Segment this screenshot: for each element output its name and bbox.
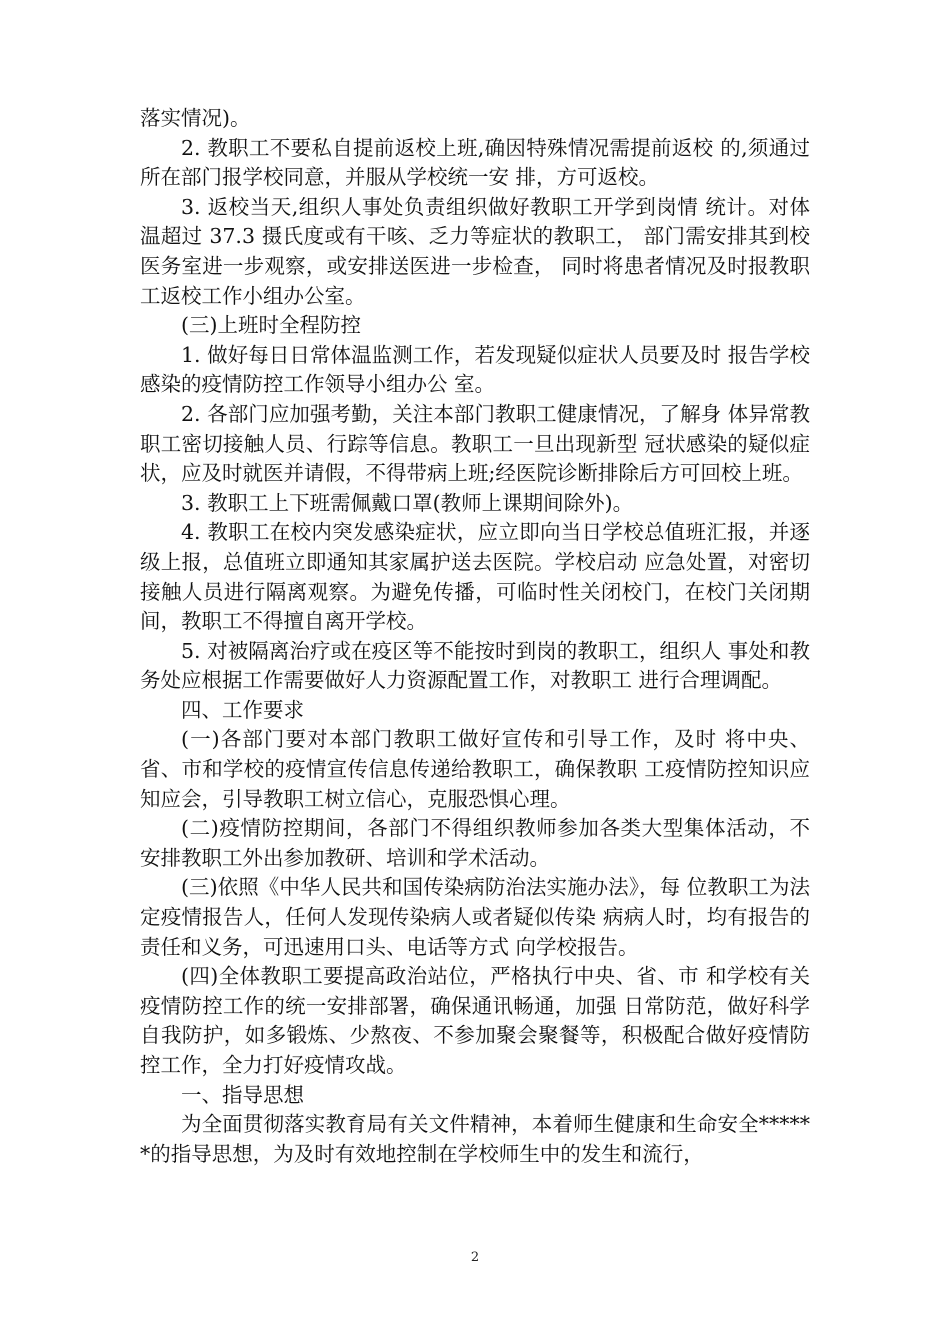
paragraph-item-2-return-early: 2. 教职工不要私自提前返校上班,确因特殊情况需提前返校 的,须通过所在部门报学校同意，并服从学校统一安 排，方可返校。 (140, 135, 810, 190)
paragraph-continuation: 落实情况)。 (140, 106, 251, 130)
section-heading-work-requirements: 四、工作要求 (181, 697, 304, 722)
paragraph-item-5-isolation: 5. 对被隔离治疗或在疫区等不能按时到岗的教职工，组织人 事处和教务处应根据工作需要做好人力资源配置工作，对教职工 进行合理调配。 (140, 638, 810, 693)
paragraph-guiding-thought: 为全面贯彻落实教育局有关文件精神，本着师生健康和生命安全******的指导思想，为及时有效地控制在学校师生中的发生和流行， (140, 1112, 810, 1166)
section-heading-guiding-thought: 一、指导思想 (181, 1082, 304, 1107)
document-body (140, 104, 810, 1169)
paragraph-item-3-return-day: 3. 返校当天,组织人事处负责组织做好教职工开学到岗情 统计。对体温超过 37.3 摄氏度或有干咳、乏力等症状的教职工， 部门需安排其到校医务室进一步观察，或安排送医进一步检查， 同时将患者情况及时报教职工返校工作小组办公室。 (140, 194, 810, 308)
paragraph-item-3-masks: 3. 教职工上下班需佩戴口罩(教师上课期间除外)。 (181, 490, 634, 515)
paragraph-item-1-temperature: 1. 做好每日日常体温监测工作，若发现疑似症状人员要及时 报告学校感染的疫情防控工作领导小组办公 室。 (140, 342, 810, 397)
paragraph-requirement-4: (四)全体教职工要提高政治站位，严格执行中央、省、市 和学校有关疫情防控工作的统一安排部署，确保通讯畅通，加强 日常防范，做好科学自我防护，如多锻炼、少熬夜、不参加聚会聚餐等，积极配合做好疫情防控工作，全力打好疫情攻战。 (140, 964, 810, 1077)
paragraph-requirement-1: (一)各部门要对本部门教职工做好宣传和引导工作，及时 将中央、省、市和学校的疫情宣传信息传递给教职工，确保教职 工疫情防控知识应知应会，引导教职工树立信心，克服恐惧心理。 (140, 727, 810, 811)
section-heading-work-prevention: (三)上班时全程防控 (181, 313, 361, 338)
paragraph-item-2-attendance: 2. 各部门应加强考勤，关注本部门教职工健康情况，了解身 体异常教职工密切接触人员、行踪等信息。教职工一旦出现新型 冠状感染的疑似症状，应及时就医并请假，不得带病上班;经医院诊断排除后方可回校上班。 (140, 401, 810, 486)
paragraph-requirement-3: (三)依照《中华人民共和国传染病防治法实施办法》，每 位教职工为法定疫情报告人，任何人发现传染病人或者疑似传染 病病人时，均有报告的责任和义务，可迅速用口头、电话等方式 向学校报告。 (140, 875, 810, 959)
page-number: 2 (470, 1250, 480, 1265)
paragraph-item-4-symptoms: 4. 教职工在校内突发感染症状，应立即向当日学校总值班汇报，并逐级上报，总值班立即通知其家属护送去医院。学校启动 应急处置，对密切接触人员进行隔离观察。为避免传播，可临时性关闭校门，在校门关闭期间，教职工不得擅自离开学校。 (140, 520, 810, 634)
paragraph-requirement-2: (二)疫情防控期间，各部门不得组织教师参加各类大型集体活动，不安排教职工外出参加教研、培训和学术活动。 (140, 816, 810, 870)
